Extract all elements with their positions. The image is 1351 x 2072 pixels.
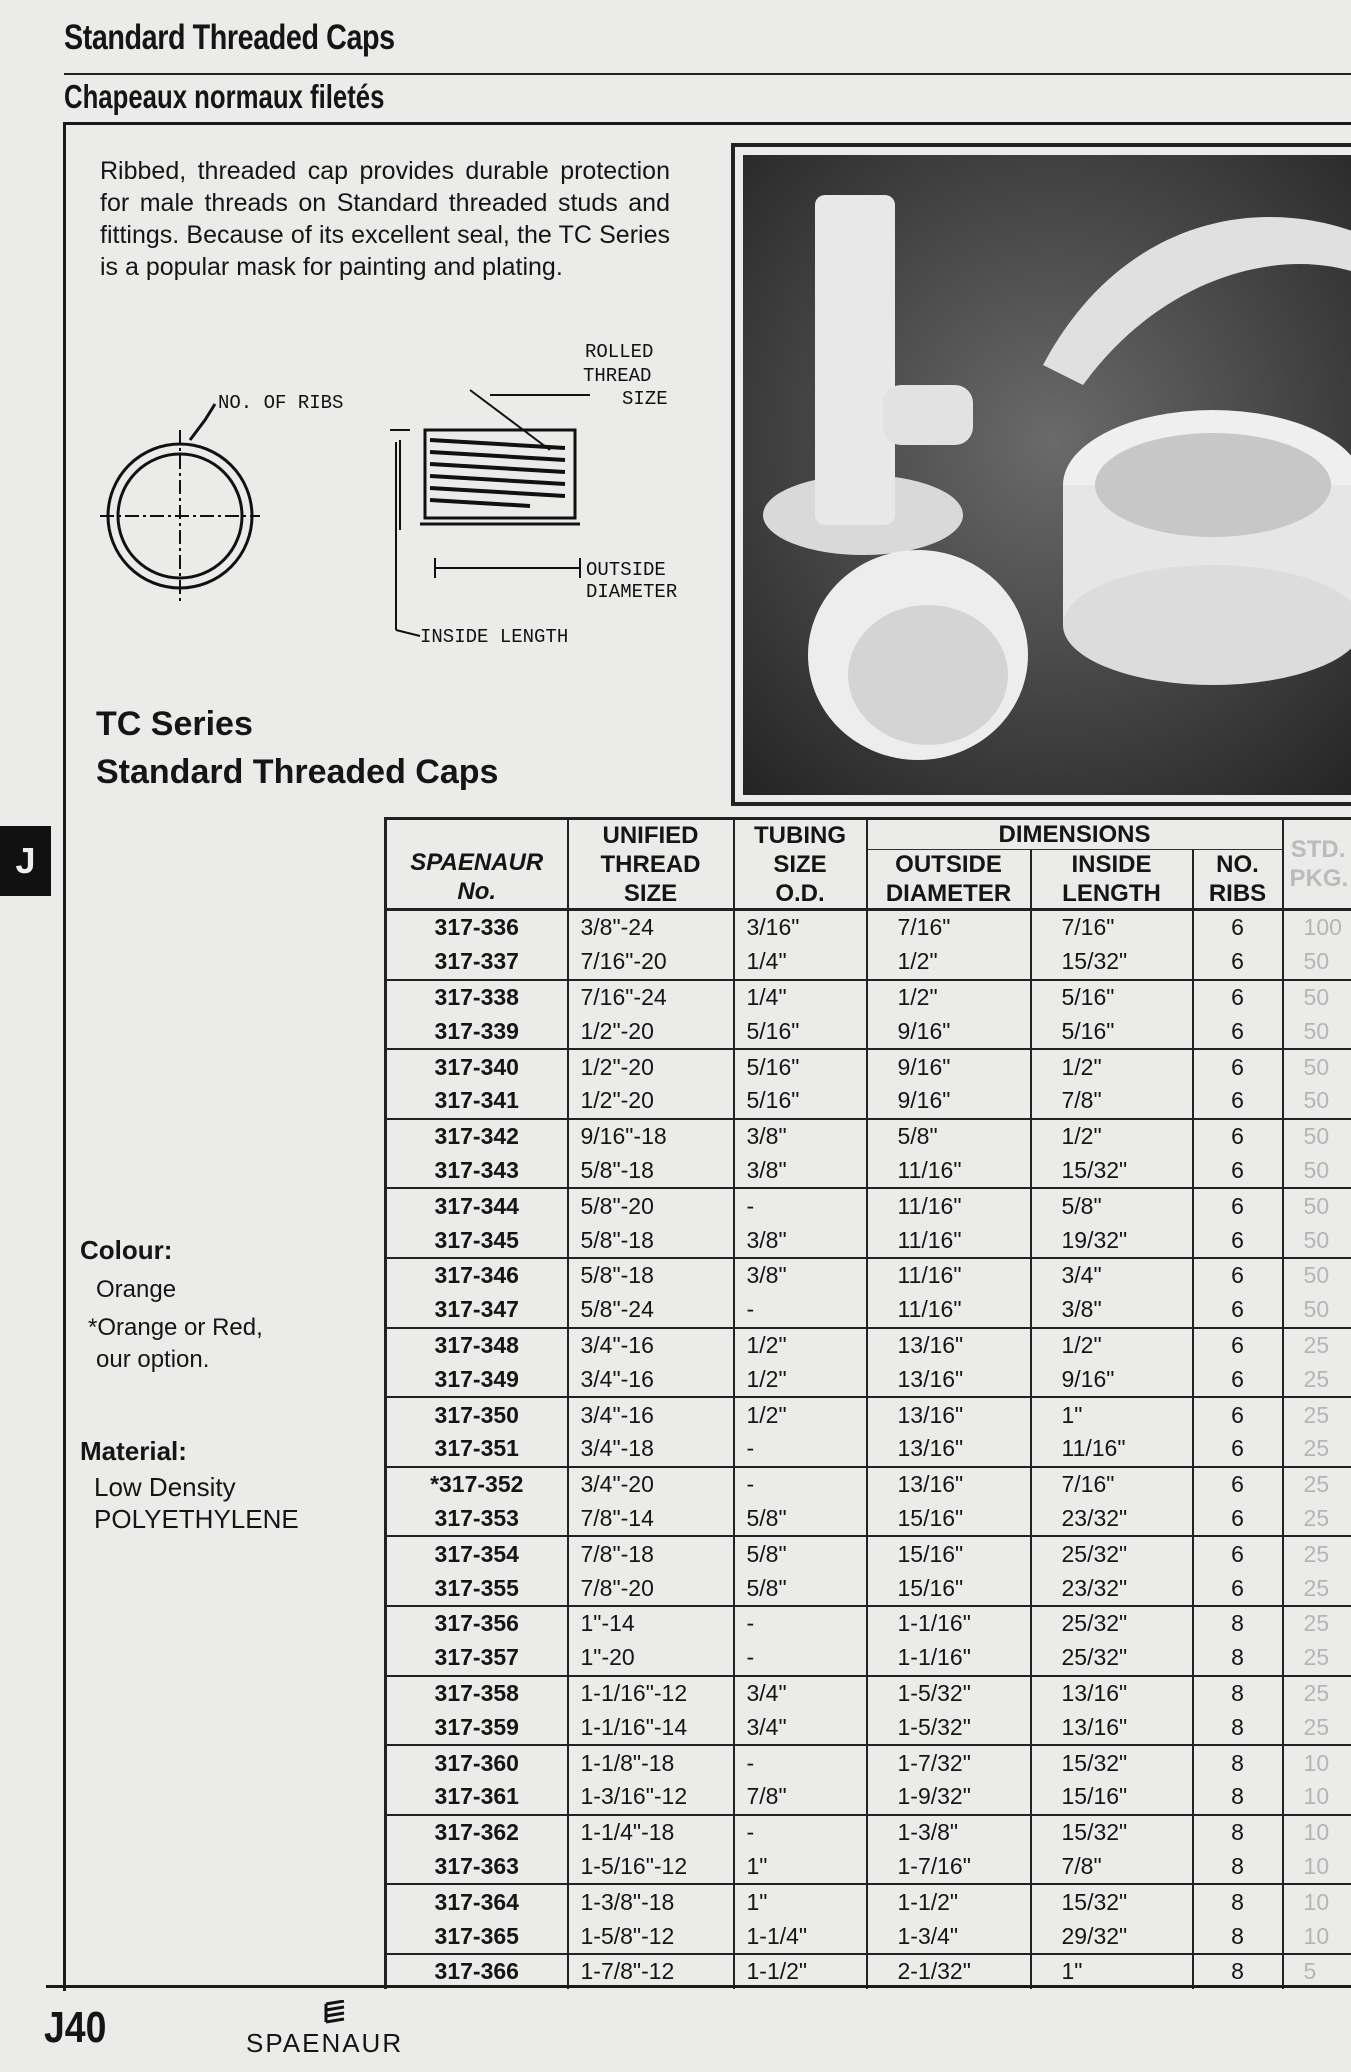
table-row (386, 1362, 1351, 1397)
cell-part-number: 317-342 (386, 1119, 568, 1154)
col-header-part-no-2: No. (457, 878, 497, 905)
cell-inside-length: 7/8" (1031, 1084, 1193, 1119)
table-row (386, 1502, 1351, 1537)
cell-tubing-size: 5/16" (734, 1049, 867, 1084)
material-heading: Material: (80, 1436, 187, 1466)
cell-rib-count: 6 (1193, 910, 1283, 945)
cell-thread-size: 1-3/16"-12 (568, 1780, 734, 1815)
col-header-ribs: NO. RIBS (1193, 850, 1283, 910)
cell-tubing-size: 1-1/4" (734, 1919, 867, 1954)
cell-rib-count: 6 (1193, 1536, 1283, 1571)
cell-thread-size: 5/8"-18 (568, 1223, 734, 1258)
cell-thread-size: 3/4"-16 (568, 1328, 734, 1363)
cell-part-number: 317-339 (386, 1014, 568, 1049)
cell-std-pkg: 10 (1283, 1745, 1351, 1780)
table-row (386, 1954, 1351, 1989)
cell-part-number: 317-340 (386, 1049, 568, 1084)
material-info (80, 1436, 299, 1535)
cell-rib-count: 6 (1193, 1084, 1283, 1119)
cell-inside-length: 15/32" (1031, 1154, 1193, 1189)
table-row (386, 1467, 1351, 1502)
cell-tubing-size: 3/8" (734, 1223, 867, 1258)
cell-std-pkg: 50 (1283, 1084, 1351, 1119)
col-header-pkg: STD. PKG. (1283, 819, 1351, 910)
cell-thread-size: 3/4"-18 (568, 1432, 734, 1467)
cell-thread-size: 5/8"-18 (568, 1154, 734, 1189)
table-row (386, 1397, 1351, 1432)
brand-name: SPAENAUR (246, 2028, 404, 2058)
cell-thread-size: 5/8"-18 (568, 1258, 734, 1293)
cell-outside-diameter: 2-1/32" (867, 1954, 1031, 1989)
cell-outside-diameter: 13/16" (867, 1397, 1031, 1432)
cell-thread-size: 1"-14 (568, 1606, 734, 1641)
cell-part-number: 317-341 (386, 1084, 568, 1119)
cell-thread-size: 5/8"-20 (568, 1188, 734, 1223)
cell-std-pkg: 10 (1283, 1919, 1351, 1954)
cell-thread-size: 1-1/16"-14 (568, 1710, 734, 1745)
table-row (386, 1328, 1351, 1363)
spaenaur-logo-icon (322, 2000, 350, 2026)
cell-rib-count: 6 (1193, 1154, 1283, 1189)
cell-thread-size: 1-1/4"-18 (568, 1815, 734, 1850)
cell-thread-size: 7/8"-20 (568, 1571, 734, 1606)
table-row (386, 1884, 1351, 1919)
cell-part-number: 317-366 (386, 1954, 568, 1989)
table-row (386, 980, 1351, 1015)
cell-std-pkg: 10 (1283, 1850, 1351, 1885)
cell-outside-diameter: 11/16" (867, 1293, 1031, 1328)
colour-note-2: our option. (96, 1346, 210, 1373)
cell-rib-count: 6 (1193, 945, 1283, 980)
col-header-dimensions: DIMENSIONS (867, 819, 1283, 850)
cell-std-pkg: 50 (1283, 1293, 1351, 1328)
cell-part-number: 317-363 (386, 1850, 568, 1885)
colour-info (80, 1235, 263, 1376)
cell-outside-diameter: 9/16" (867, 1049, 1031, 1084)
cell-inside-length: 13/16" (1031, 1710, 1193, 1745)
cell-thread-size: 1-3/8"-18 (568, 1884, 734, 1919)
cell-thread-size: 1-5/8"-12 (568, 1919, 734, 1954)
cell-outside-diameter: 13/16" (867, 1467, 1031, 1502)
footer-rule (46, 1985, 1351, 1988)
cell-part-number: 317-355 (386, 1571, 568, 1606)
cell-std-pkg: 25 (1283, 1502, 1351, 1537)
cell-inside-length: 3/8" (1031, 1293, 1193, 1328)
table-row (386, 1850, 1351, 1885)
cell-thread-size: 1"-20 (568, 1641, 734, 1676)
cell-thread-size: 3/4"-20 (568, 1467, 734, 1502)
cell-tubing-size: 5/16" (734, 1014, 867, 1049)
cell-std-pkg: 25 (1283, 1467, 1351, 1502)
cell-part-number: 317-365 (386, 1919, 568, 1954)
cell-tubing-size: 5/16" (734, 1084, 867, 1119)
cell-std-pkg: 50 (1283, 945, 1351, 980)
cell-outside-diameter: 11/16" (867, 1188, 1031, 1223)
cell-tubing-size: - (734, 1641, 867, 1676)
cell-outside-diameter: 1-5/32" (867, 1710, 1031, 1745)
table-row (386, 1154, 1351, 1189)
table-row (386, 1676, 1351, 1711)
cell-tubing-size: - (734, 1188, 867, 1223)
cell-outside-diameter: 1-1/16" (867, 1641, 1031, 1676)
series-title-line1: TC Series (96, 705, 253, 743)
cell-rib-count: 8 (1193, 1954, 1283, 1989)
table-row (386, 945, 1351, 980)
cell-rib-count: 6 (1193, 1223, 1283, 1258)
rolled-label-3: SIZE (622, 388, 668, 410)
cell-rib-count: 8 (1193, 1780, 1283, 1815)
spec-table-body (386, 910, 1351, 1989)
spec-table (384, 817, 1351, 1989)
cell-rib-count: 6 (1193, 1014, 1283, 1049)
colour-note: *Orange or Red, (88, 1314, 263, 1341)
table-row (386, 1084, 1351, 1119)
cell-outside-diameter: 5/8" (867, 1119, 1031, 1154)
cell-tubing-size: 3/16" (734, 910, 867, 945)
cell-thread-size: 1/2"-20 (568, 1084, 734, 1119)
cell-inside-length: 25/32" (1031, 1536, 1193, 1571)
cell-inside-length: 15/32" (1031, 1884, 1193, 1919)
col-header-part-no-1: SPAENAUR (410, 849, 544, 876)
rolled-label-2: THREAD (583, 365, 652, 387)
cell-rib-count: 6 (1193, 1049, 1283, 1084)
cell-tubing-size: - (734, 1293, 867, 1328)
cell-inside-length: 1/2" (1031, 1328, 1193, 1363)
cell-thread-size: 1-1/16"-12 (568, 1676, 734, 1711)
cell-inside-length: 19/32" (1031, 1223, 1193, 1258)
cell-inside-length: 15/16" (1031, 1780, 1193, 1815)
cell-tubing-size: - (734, 1606, 867, 1641)
cell-rib-count: 8 (1193, 1641, 1283, 1676)
cell-inside-length: 1/2" (1031, 1049, 1193, 1084)
cell-std-pkg: 50 (1283, 1049, 1351, 1084)
cell-rib-count: 8 (1193, 1884, 1283, 1919)
colour-value: Orange (96, 1276, 177, 1303)
cell-part-number: 317-346 (386, 1258, 568, 1293)
cell-std-pkg: 10 (1283, 1780, 1351, 1815)
col-header-part-no (386, 819, 568, 910)
cell-thread-size: 1-5/16"-12 (568, 1850, 734, 1885)
od-label-1: OUTSIDE (586, 559, 666, 581)
cell-rib-count: 6 (1193, 1467, 1283, 1502)
cell-std-pkg: 10 (1283, 1815, 1351, 1850)
cell-tubing-size: 3/8" (734, 1154, 867, 1189)
cell-inside-length: 23/32" (1031, 1502, 1193, 1537)
cell-outside-diameter: 11/16" (867, 1258, 1031, 1293)
table-row (386, 1258, 1351, 1293)
page-subtitle-french: Chapeaux normaux filetés (64, 78, 385, 115)
cell-thread-size: 5/8"-24 (568, 1293, 734, 1328)
cell-part-number: 317-358 (386, 1676, 568, 1711)
cell-tubing-size: 3/4" (734, 1676, 867, 1711)
cell-thread-size: 9/16"-18 (568, 1119, 734, 1154)
cell-std-pkg: 50 (1283, 1188, 1351, 1223)
cell-outside-diameter: 9/16" (867, 1084, 1031, 1119)
cell-rib-count: 6 (1193, 1432, 1283, 1467)
cell-part-number: 317-347 (386, 1293, 568, 1328)
cell-thread-size: 7/8"-14 (568, 1502, 734, 1537)
cell-rib-count: 8 (1193, 1710, 1283, 1745)
cell-std-pkg: 25 (1283, 1710, 1351, 1745)
cell-inside-length: 7/16" (1031, 1467, 1193, 1502)
cell-rib-count: 6 (1193, 980, 1283, 1015)
cell-std-pkg: 50 (1283, 1258, 1351, 1293)
cell-outside-diameter: 1/2" (867, 945, 1031, 980)
cell-thread-size: 3/4"-16 (568, 1397, 734, 1432)
cell-rib-count: 6 (1193, 1188, 1283, 1223)
cell-std-pkg: 50 (1283, 1154, 1351, 1189)
cell-tubing-size: 1/2" (734, 1362, 867, 1397)
table-row (386, 1223, 1351, 1258)
cell-outside-diameter: 11/16" (867, 1154, 1031, 1189)
cell-thread-size: 1-1/8"-18 (568, 1745, 734, 1780)
cell-tubing-size: - (734, 1745, 867, 1780)
cell-part-number: 317-349 (386, 1362, 568, 1397)
table-row (386, 1745, 1351, 1780)
cell-part-number: 317-354 (386, 1536, 568, 1571)
table-row (386, 1188, 1351, 1223)
cell-inside-length: 25/32" (1031, 1641, 1193, 1676)
cell-outside-diameter: 1-5/32" (867, 1676, 1031, 1711)
cell-tubing-size: - (734, 1467, 867, 1502)
cell-outside-diameter: 11/16" (867, 1223, 1031, 1258)
cell-rib-count: 8 (1193, 1606, 1283, 1641)
cell-part-number: 317-360 (386, 1745, 568, 1780)
cell-outside-diameter: 13/16" (867, 1328, 1031, 1363)
rolled-label-1: ROLLED (585, 341, 654, 363)
cell-std-pkg: 25 (1283, 1328, 1351, 1363)
header-rule (64, 73, 1351, 75)
cell-std-pkg: 5 (1283, 1954, 1351, 1989)
cell-tubing-size: 1-1/2" (734, 1954, 867, 1989)
cell-inside-length: 13/16" (1031, 1676, 1193, 1711)
cell-std-pkg: 25 (1283, 1676, 1351, 1711)
cell-thread-size: 3/8"-24 (568, 910, 734, 945)
cell-outside-diameter: 15/16" (867, 1571, 1031, 1606)
od-label-2: DIAMETER (586, 581, 678, 603)
cell-tubing-size: 1" (734, 1884, 867, 1919)
cell-tubing-size: 5/8" (734, 1502, 867, 1537)
cell-tubing-size: 1/2" (734, 1397, 867, 1432)
cell-part-number: 317-357 (386, 1641, 568, 1676)
cell-thread-size: 1/2"-20 (568, 1014, 734, 1049)
table-row (386, 1606, 1351, 1641)
cell-tubing-size: 1" (734, 1850, 867, 1885)
cell-tubing-size: 5/8" (734, 1571, 867, 1606)
cell-part-number: 317-337 (386, 945, 568, 980)
cell-rib-count: 6 (1193, 1502, 1283, 1537)
cell-std-pkg: 50 (1283, 1223, 1351, 1258)
table-row (386, 910, 1351, 945)
cell-rib-count: 8 (1193, 1676, 1283, 1711)
cell-outside-diameter: 1/2" (867, 980, 1031, 1015)
cell-inside-length: 3/4" (1031, 1258, 1193, 1293)
cell-rib-count: 6 (1193, 1328, 1283, 1363)
cell-rib-count: 8 (1193, 1850, 1283, 1885)
cell-outside-diameter: 13/16" (867, 1432, 1031, 1467)
cell-part-number: 317-364 (386, 1884, 568, 1919)
cell-rib-count: 6 (1193, 1293, 1283, 1328)
cell-std-pkg: 25 (1283, 1606, 1351, 1641)
cap-diagram (90, 330, 730, 660)
cell-inside-length: 5/16" (1031, 1014, 1193, 1049)
cell-part-number: 317-353 (386, 1502, 568, 1537)
cell-part-number: 317-350 (386, 1397, 568, 1432)
cell-tubing-size: 3/8" (734, 1258, 867, 1293)
cell-rib-count: 6 (1193, 1397, 1283, 1432)
cell-inside-length: 29/32" (1031, 1919, 1193, 1954)
cell-rib-count: 8 (1193, 1815, 1283, 1850)
cell-inside-length: 7/8" (1031, 1850, 1193, 1885)
table-row (386, 1432, 1351, 1467)
col-header-il: INSIDE LENGTH (1031, 850, 1193, 910)
series-title (96, 700, 498, 796)
table-row (386, 1293, 1351, 1328)
page-number: J40 (44, 2003, 107, 2052)
ribs-label: NO. OF RIBS (218, 392, 344, 414)
cell-tubing-size: 1/2" (734, 1328, 867, 1363)
cell-inside-length: 15/32" (1031, 1745, 1193, 1780)
cell-rib-count: 6 (1193, 1362, 1283, 1397)
table-row (386, 1119, 1351, 1154)
product-description: Ribbed, threaded cap provides durable protection for male threads on Standard threaded studs and fittings. Because of its excellent seal, the TC Series is a popular mask for painting and plating. (100, 157, 670, 281)
cell-std-pkg: 25 (1283, 1397, 1351, 1432)
cell-outside-diameter: 1-1/16" (867, 1606, 1031, 1641)
cell-thread-size: 7/16"-20 (568, 945, 734, 980)
cell-part-number: 317-356 (386, 1606, 568, 1641)
cell-inside-length: 9/16" (1031, 1362, 1193, 1397)
cell-std-pkg: 25 (1283, 1362, 1351, 1397)
cell-part-number: 317-362 (386, 1815, 568, 1850)
cell-part-number: 317-351 (386, 1432, 568, 1467)
cell-rib-count: 6 (1193, 1119, 1283, 1154)
col-header-od: OUTSIDE DIAMETER (867, 850, 1031, 910)
table-row (386, 1780, 1351, 1815)
material-value-2: POLYETHYLENE (94, 1504, 299, 1534)
section-tab: J (0, 826, 51, 896)
product-photo (743, 155, 1351, 795)
cell-part-number: 317-359 (386, 1710, 568, 1745)
col-header-thread: UNIFIED THREAD SIZE (568, 819, 734, 910)
page-title: Standard Threaded Caps (64, 18, 395, 57)
cell-part-number: 317-338 (386, 980, 568, 1015)
cell-std-pkg: 25 (1283, 1641, 1351, 1676)
cell-inside-length: 7/16" (1031, 910, 1193, 945)
cell-part-number: 317-343 (386, 1154, 568, 1189)
cell-thread-size: 7/8"-18 (568, 1536, 734, 1571)
table-row (386, 1710, 1351, 1745)
cell-rib-count: 6 (1193, 1571, 1283, 1606)
cell-inside-length: 1/2" (1031, 1119, 1193, 1154)
cell-inside-length: 23/32" (1031, 1571, 1193, 1606)
cell-tubing-size: 3/4" (734, 1710, 867, 1745)
cell-inside-length: 11/16" (1031, 1432, 1193, 1467)
cell-rib-count: 6 (1193, 1258, 1283, 1293)
cell-std-pkg: 25 (1283, 1536, 1351, 1571)
colour-heading: Colour: (80, 1235, 173, 1265)
cell-std-pkg: 50 (1283, 980, 1351, 1015)
col-header-tubing: TUBING SIZE O.D. (734, 819, 867, 910)
table-row (386, 1049, 1351, 1084)
cell-inside-length: 1" (1031, 1397, 1193, 1432)
cell-outside-diameter: 1-3/4" (867, 1919, 1031, 1954)
cell-outside-diameter: 15/16" (867, 1502, 1031, 1537)
cell-outside-diameter: 1-1/2" (867, 1884, 1031, 1919)
cell-outside-diameter: 1-7/16" (867, 1850, 1031, 1885)
cell-std-pkg: 10 (1283, 1884, 1351, 1919)
cell-inside-length: 15/32" (1031, 945, 1193, 980)
cell-std-pkg: 50 (1283, 1119, 1351, 1154)
material-value-1: Low Density (94, 1472, 236, 1502)
table-row (386, 1536, 1351, 1571)
cell-std-pkg: 25 (1283, 1571, 1351, 1606)
cell-inside-length: 15/32" (1031, 1815, 1193, 1850)
cell-tubing-size: 7/8" (734, 1780, 867, 1815)
table-row (386, 1014, 1351, 1049)
cell-outside-diameter: 1-7/32" (867, 1745, 1031, 1780)
cell-inside-length: 5/16" (1031, 980, 1193, 1015)
cell-part-number: 317-336 (386, 910, 568, 945)
cell-outside-diameter: 15/16" (867, 1536, 1031, 1571)
cell-tubing-size: - (734, 1432, 867, 1467)
cell-outside-diameter: 9/16" (867, 1014, 1031, 1049)
cell-thread-size: 7/16"-24 (568, 980, 734, 1015)
cell-inside-length: 25/32" (1031, 1606, 1193, 1641)
cell-thread-size: 1-7/8"-12 (568, 1954, 734, 1989)
cell-tubing-size: 1/4" (734, 945, 867, 980)
cell-std-pkg: 50 (1283, 1014, 1351, 1049)
series-title-line2: Standard Threaded Caps (96, 753, 499, 791)
cell-outside-diameter: 7/16" (867, 910, 1031, 945)
cell-outside-diameter: 1-3/8" (867, 1815, 1031, 1850)
cell-outside-diameter: 13/16" (867, 1362, 1031, 1397)
cell-inside-length: 1" (1031, 1954, 1193, 1989)
cell-tubing-size: 1/4" (734, 980, 867, 1015)
il-label: INSIDE LENGTH (420, 626, 569, 648)
cell-rib-count: 8 (1193, 1919, 1283, 1954)
cell-part-number: 317-344 (386, 1188, 568, 1223)
cell-tubing-size: 3/8" (734, 1119, 867, 1154)
cell-std-pkg: 25 (1283, 1432, 1351, 1467)
cell-tubing-size: - (734, 1815, 867, 1850)
cell-outside-diameter: 1-9/32" (867, 1780, 1031, 1815)
cell-tubing-size: 5/8" (734, 1536, 867, 1571)
cell-part-number: *317-352 (386, 1467, 568, 1502)
cell-part-number: 317-345 (386, 1223, 568, 1258)
cell-part-number: 317-361 (386, 1780, 568, 1815)
cell-rib-count: 8 (1193, 1745, 1283, 1780)
cell-inside-length: 5/8" (1031, 1188, 1193, 1223)
table-row (386, 1571, 1351, 1606)
table-row (386, 1815, 1351, 1850)
cell-part-number: 317-348 (386, 1328, 568, 1363)
cell-std-pkg: 100 (1283, 910, 1351, 945)
cell-thread-size: 3/4"-16 (568, 1362, 734, 1397)
table-row (386, 1641, 1351, 1676)
cell-thread-size: 1/2"-20 (568, 1049, 734, 1084)
table-row (386, 1919, 1351, 1954)
